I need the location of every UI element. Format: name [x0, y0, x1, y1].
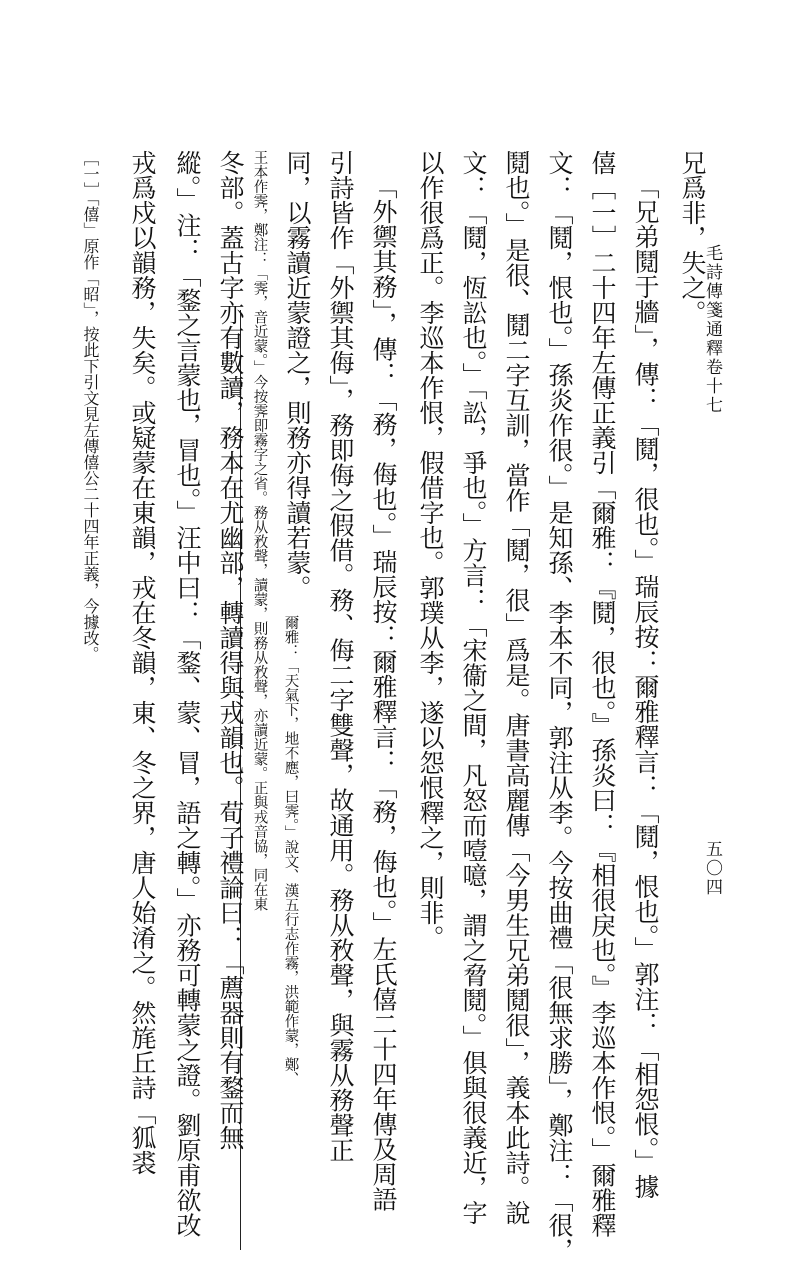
text-column: 兄爲非，失之。: [678, 150, 707, 325]
text-column: 僖［一］二十四年左傳正義引「爾雅：『鬩，很也。』孫炎曰：『相很戾也。』李巡本作恨。」爾雅釋: [588, 150, 617, 1238]
footnote-column: ［一］「僖」原作「昭」，按此下引文見左傳僖公二十四年正義，今據改。: [81, 150, 100, 662]
text-column: 文：「鬩，恨也。」孫炎作很。」是知孫、李本不同，郭注从李。今按曲禮「很無求勝」，鄭注：「很，: [545, 150, 574, 1263]
text-column: 王本作霁，鄭注：「霁，音近蒙。」今按霁即霧字之省。務从敄聲，讀蒙，則務从敄聲，亦讀近蒙。正與戎音協，同在東: [251, 150, 268, 912]
text-column: 「外禦其務」，傳：「務，侮也。」瑞辰按：爾雅釋言：「務，侮也。」左氏僖二十四年傳及周語: [369, 174, 398, 1212]
text-column: 縱。」注：「鍪之言蒙也，冒也。」汪中曰：「鍪、蒙、冒，語之轉。」亦務可轉蒙之證。劉原甫欲改: [173, 150, 202, 1238]
main-text: [81, 150, 707, 1263]
text-column: 鬩也。」是很、鬩二字互訓，當作「鬩，很」爲是。唐書高麗傳「今男生兄弟鬩很」，義本此詩。說: [502, 150, 531, 1225]
text-column: 戎爲戍以韻務，失矣。或疑蒙在東韻，戎在冬韻，東、冬之界，唐人始淆之。然旄丘詩「狐裘: [128, 150, 157, 1175]
text-column: 文：「鬩，恆訟也。」「訟，爭也。」方言：「宋衞之間，凡怒而噎噫，謂之脅鬩。」俱與很義近，字: [459, 150, 488, 1225]
text-column: 以作很爲正。李巡本作恨，假借字也。郭璞从李，遂以怨恨釋之，則非。: [416, 150, 445, 950]
text-column: 冬部。蓋古字亦有數讀，務本在尤幽部，轉讀得與戎韻也。荀子禮論曰：「薦器則有鍪而無: [216, 150, 245, 1150]
text-column: 「兄弟鬩于牆」，傳：「鬩，很也。」瑞辰按：爾雅釋言：「鬩，恨也。」郭注：「相怨恨。」據: [631, 174, 660, 1199]
text-column: 引詩皆作「外禦其侮」，務即侮之假借。務、侮二字雙聲，故通用。務从敄聲，與霧从務聲正: [326, 150, 355, 1163]
text-column: 同，以霧讀近蒙證之，則務亦得讀若蒙。: [283, 150, 312, 600]
running-header-title: 毛詩傳箋通釋卷十七: [702, 244, 722, 415]
page-number: 五〇四: [702, 840, 722, 897]
inline-annotation: 爾雅：「天氣下，地不應，曰霁。」說文、漢五行志作霧，洪範作蒙，鄭、: [282, 615, 299, 1087]
